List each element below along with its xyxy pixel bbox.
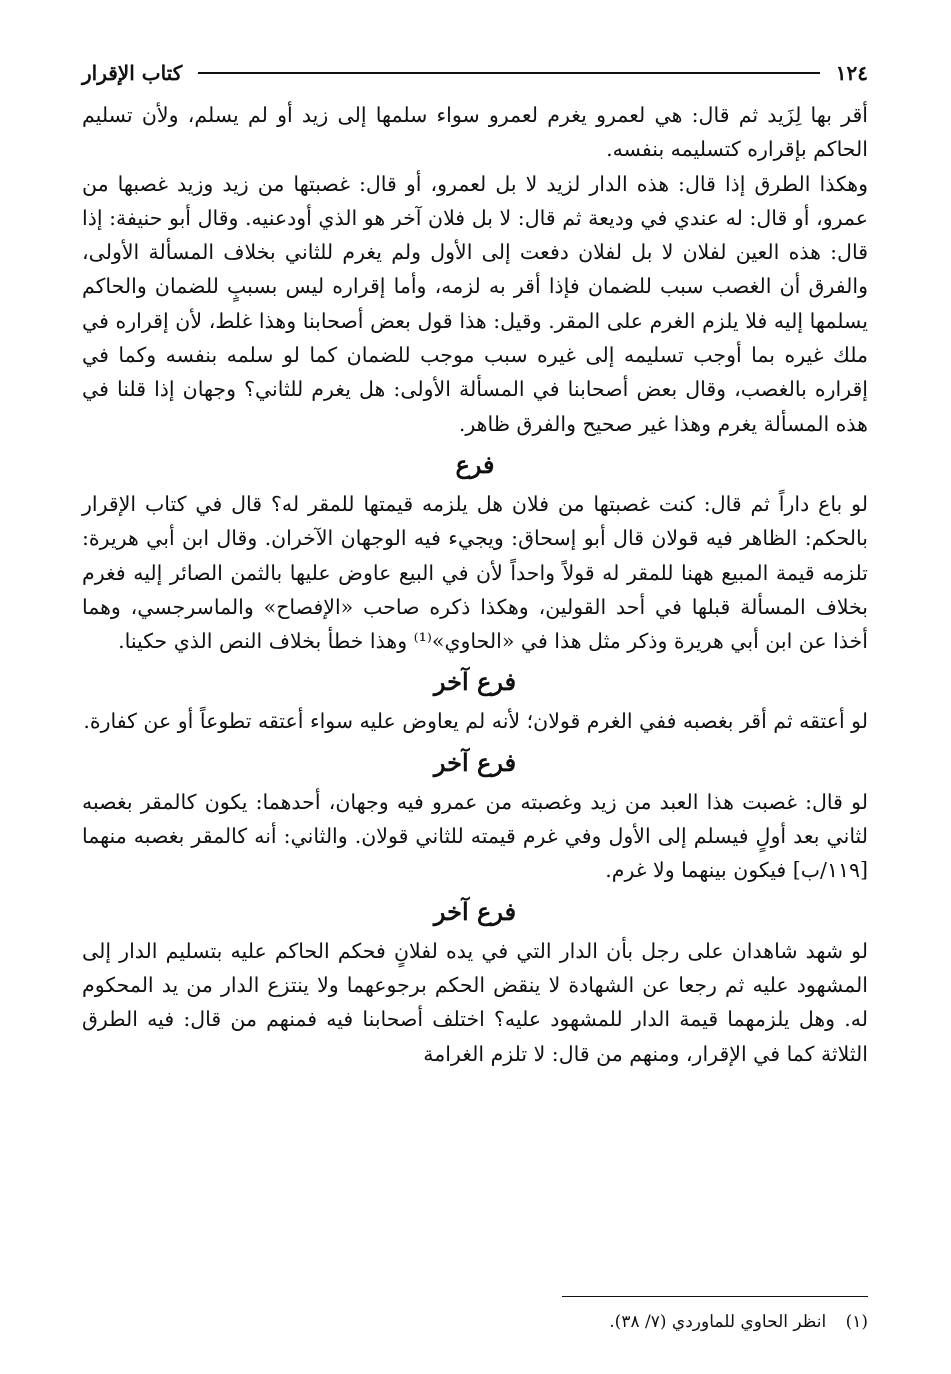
book-page — [82, 56, 868, 1332]
paragraph: لو باع داراً ثم قال: كنت غصبتها من فلان هل يلزمه قيمتها للمقر له؟ قال في كتاب الإقرار بالحكم: الظاهر فيه قولان قال أبو إسحاق: ويجيء فيه الوجهان الآخران. وقال ابن أبي هريرة: تلزمه قيمة المبيع ههنا للمقر له قولاً واحداً لأن في البيع عاوض عليها بالثمن الصائر إليه فغرم بخلاف المسألة قبلها في أحد القولين، وهكذا ذكره صاحب «الإفصاح» والماسرجسي، وهما أخذا عن ابن أبي هريرة وذكر مثل هذا في «الحاوي»⁽¹⁾ وهذا خطأ بخلاف النص الذي حكينا. — [82, 491, 868, 654]
body-text — [82, 98, 868, 1071]
paragraph: لو شهد شاهدان على رجل بأن الدار التي في يده لفلانٍ فحكم الحاكم عليه بتسليم الدار إلى المشهود عليه ثم رجعا عن الشهادة لا ينقض الحكم برجوعهما ولا ينتزع الدار من يد المحكوم له. وهل يلزمهما قيمة الدار للمشهود عليه؟ اختلف أصحابنا فيه فمنهم من قال: فيه الطرق الثلاثة كما في الإقرار، ومنهم من قال: لا تلزم الغرامة — [82, 938, 868, 1066]
section-heading: فرع — [455, 449, 495, 479]
paragraph: وهكذا الطرق إذا قال: هذه الدار لزيد لا بل لعمرو، أو قال: غصبتها من زيد وزيد غصبها من عمرو، أو قال: له عندي في وديعة ثم قال: لا بل فلان آخر هو الذي أودعنيه. وقال أبو حنيفة: إذا قال: هذه العين لفلان لا بل لفلان دفعت إلى الأول ولم يغرم للثاني بخلاف المسألة الأولى، والفرق أن الغصب سبب للضمان فإذا أقر به لزمه، وأما إقراره ليس بسببٍ للضمان والحاكم يسلمها إليه فلا يلزم الغرم على المقر. وقيل: هذا قول بعض أصحابنا وهذا غلط، لأن إقراره في ملك غيره بما أوجب تسليمه إلى غيره سبب موجب للضمان كما لو سلمه بنفسه وكما في إقراره بالغصب، وقال بعض أصحابنا في المسألة الأولى: هل يغرم للثاني؟ وجهان إذا قلنا في هذه المسألة يغرم وهذا غير صحيح والفرق ظاهر. — [82, 171, 868, 436]
paragraph: أقر بها لِزَيد ثم قال: هي لعمرو يغرم لعمرو سواء سلمها إلى زيد أو لم يسلم، ولأن تسليم الحاكم بإقراره كتسليمه بنفسه. — [82, 103, 868, 162]
page-number: ١٢٤ — [835, 61, 868, 85]
section-heading: فرع آخر — [433, 667, 517, 697]
paragraph: لو قال: غصبت هذا العبد من زيد وغصبته من عمرو فيه وجهان، أحدهما: يكون كالمقر بغصبه لثاني بعد أولٍ فيسلم إلى الأول وفي غرم قيمته للثاني قولان. والثاني: أنه كالمقر بغصبه منهما [١١٩/ب] فيكون بينهما ولا غرم. — [82, 789, 868, 883]
footnote-number: (١) — [845, 1312, 868, 1332]
section-heading: فرع آخر — [433, 896, 517, 926]
book-title: كتاب الإقرار — [82, 61, 183, 85]
header-rule — [198, 72, 820, 74]
paragraph: لو أعتقه ثم أقر بغصبه ففي الغرم قولان؛ لأنه لم يعاوض عليه سواء أعتقه تطوعاً أو عن كفارة. — [83, 709, 868, 734]
running-header — [82, 56, 868, 90]
footnote-text: انظر الحاوي للماوردي (٧/ ٣٨). — [609, 1312, 827, 1332]
footnote — [82, 1308, 868, 1336]
footnote-rule — [562, 1296, 868, 1297]
section-heading: فرع آخر — [433, 747, 517, 777]
